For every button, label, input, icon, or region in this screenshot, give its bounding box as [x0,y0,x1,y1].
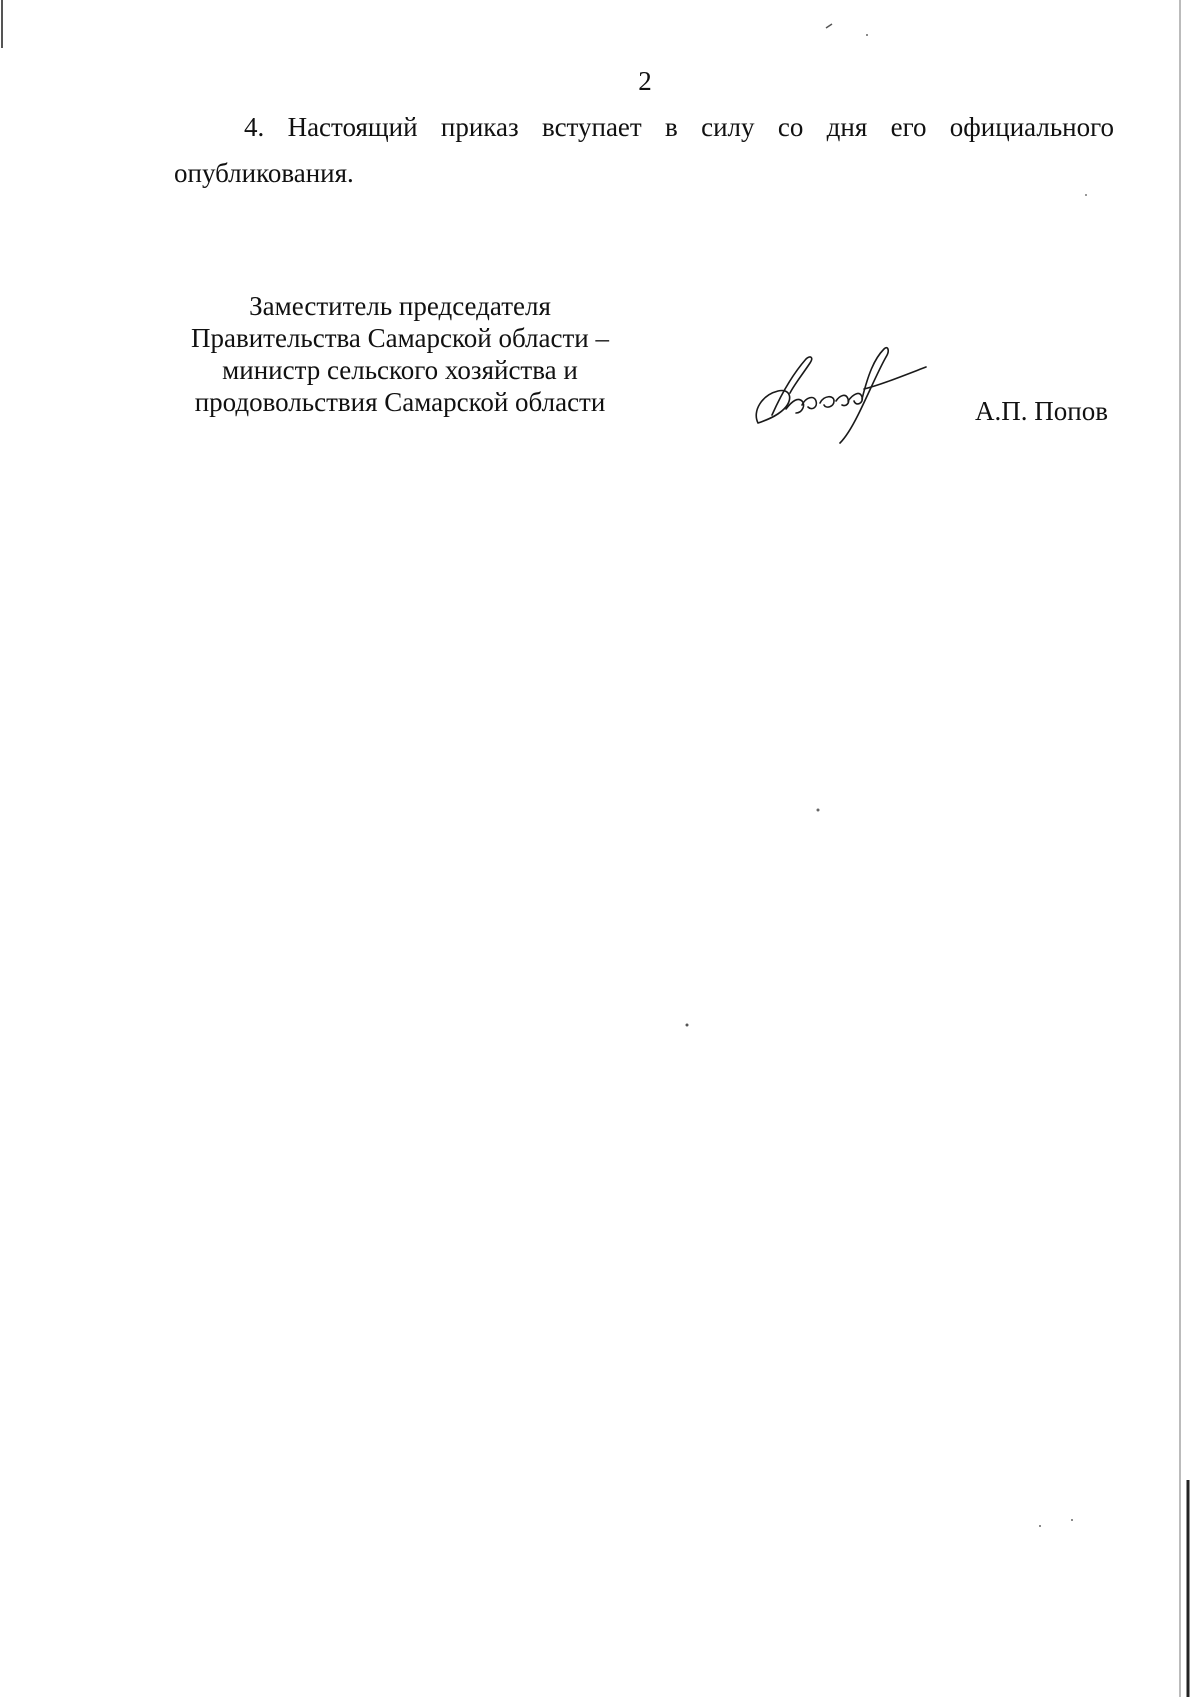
signatory-title [160,290,640,418]
signatory-title-line: Правительства Самарской области – [191,323,609,353]
signatory-title-line: продовольствия Самарской области [194,387,606,417]
signatory-title-line: министр сельского хозяйства и [222,355,578,385]
signatory-title-line: Заместитель председателя [249,291,551,321]
clause-4-paragraph [174,104,1114,196]
signer-name: А.П. Попов [975,396,1108,426]
paragraph-line-2: опубликования. [174,158,354,188]
handwritten-signature [750,345,940,445]
paragraph-line-1: 4. Настоящий приказ вступает в силу со дня его официального [244,112,1114,142]
page-number: 2 [638,66,652,96]
